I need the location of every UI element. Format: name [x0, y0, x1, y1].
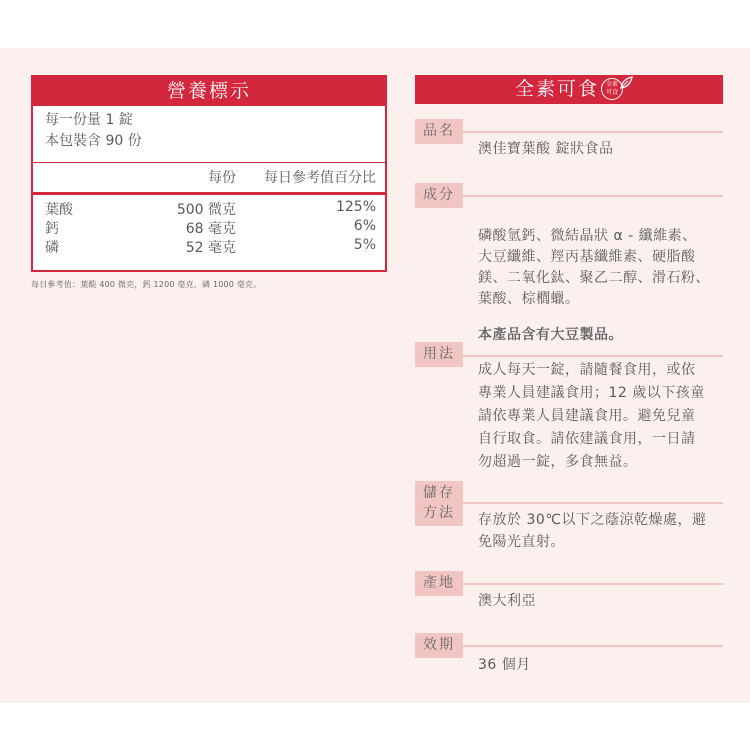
leaf-icon: [619, 76, 633, 90]
spec-divider: [463, 195, 723, 197]
nutrient-per-serving: 500 微克: [176, 202, 236, 218]
nutrient-per-serving: 68 毫克: [185, 221, 236, 237]
nutrition-footnote: 每日參考值：葉酸 400 微克，鈣 1200 毫克，磷 1000 毫克。: [31, 280, 262, 289]
nutrient-daily-pct: 5%: [353, 237, 376, 253]
spec-value-origin: 澳大利亞: [478, 593, 536, 609]
col-per-serving: 每份: [208, 170, 236, 186]
allergen-note: 本產品含有大豆製品。: [478, 327, 623, 343]
ingredients-text: 磷酸氫鈣、微結晶狀 α - 纖維素、 大豆纖維、羥丙基纖維素、硬脂酸 鎂、二氧化鈦、聚乙二醇、滑石粉、 葉酸、棕櫚蠟。: [478, 228, 710, 307]
vegan-badge-icon: 全素 可食: [601, 78, 623, 100]
nutrient-name: 鈣: [45, 221, 59, 237]
spec-value-shelf-life: 36 個月: [478, 657, 531, 673]
spec-divider: [463, 131, 723, 133]
spec-value-usage: 成人每天一錠，請隨餐食用，或依 專業人員建議食用；12 歲以下孩童 請依專業人員建議食用。避免兒童 自行取食。請依建議食用，一日請 勿超過一錠，多食無益。: [478, 362, 705, 470]
nutrition-title: 營養標示: [33, 77, 385, 106]
nutrition-label: [31, 75, 387, 272]
nutrient-daily-pct: 125%: [335, 199, 376, 215]
nutrition-row: [33, 237, 385, 256]
serving-size: 每一份量 1 錠: [45, 112, 133, 128]
nutrition-column-headers: [33, 163, 385, 192]
spec-label-origin: 產地: [415, 571, 463, 596]
spec-label-storage: 儲存 方法: [415, 481, 463, 526]
spec-divider: [463, 502, 723, 504]
specs-title: 全素可食: [515, 78, 600, 100]
nutrition-row: [33, 218, 385, 237]
spec-label-ingredients: 成分: [415, 183, 463, 208]
spec-label-usage: 用法: [415, 342, 463, 367]
nutrient-daily-pct: 6%: [353, 218, 376, 234]
nutrient-name: 磷: [45, 240, 59, 256]
specs-header: [415, 75, 723, 104]
nutrition-row: [33, 199, 385, 218]
spec-divider: [463, 355, 723, 357]
nutrition-rows: [33, 195, 385, 256]
nutrient-per-serving: 52 毫克: [185, 240, 236, 256]
spec-label-name: 品名: [415, 119, 463, 144]
col-daily-value: 每日參考值百分比: [264, 170, 376, 186]
spec-label-shelf-life: 效期: [415, 633, 463, 658]
servings-per-package: 本包裝含 90 份: [45, 133, 142, 149]
spec-value-storage: 存放於 30℃以下之蔭涼乾燥處，避 免陽光直射。: [478, 512, 707, 550]
spec-value-name: 澳佳寶葉酸 錠狀食品: [478, 141, 614, 157]
spec-value-ingredients: [478, 205, 728, 367]
serving-info: [33, 106, 385, 162]
spec-divider: [463, 645, 723, 647]
nutrient-name: 葉酸: [45, 202, 73, 218]
spec-divider: [463, 583, 723, 585]
